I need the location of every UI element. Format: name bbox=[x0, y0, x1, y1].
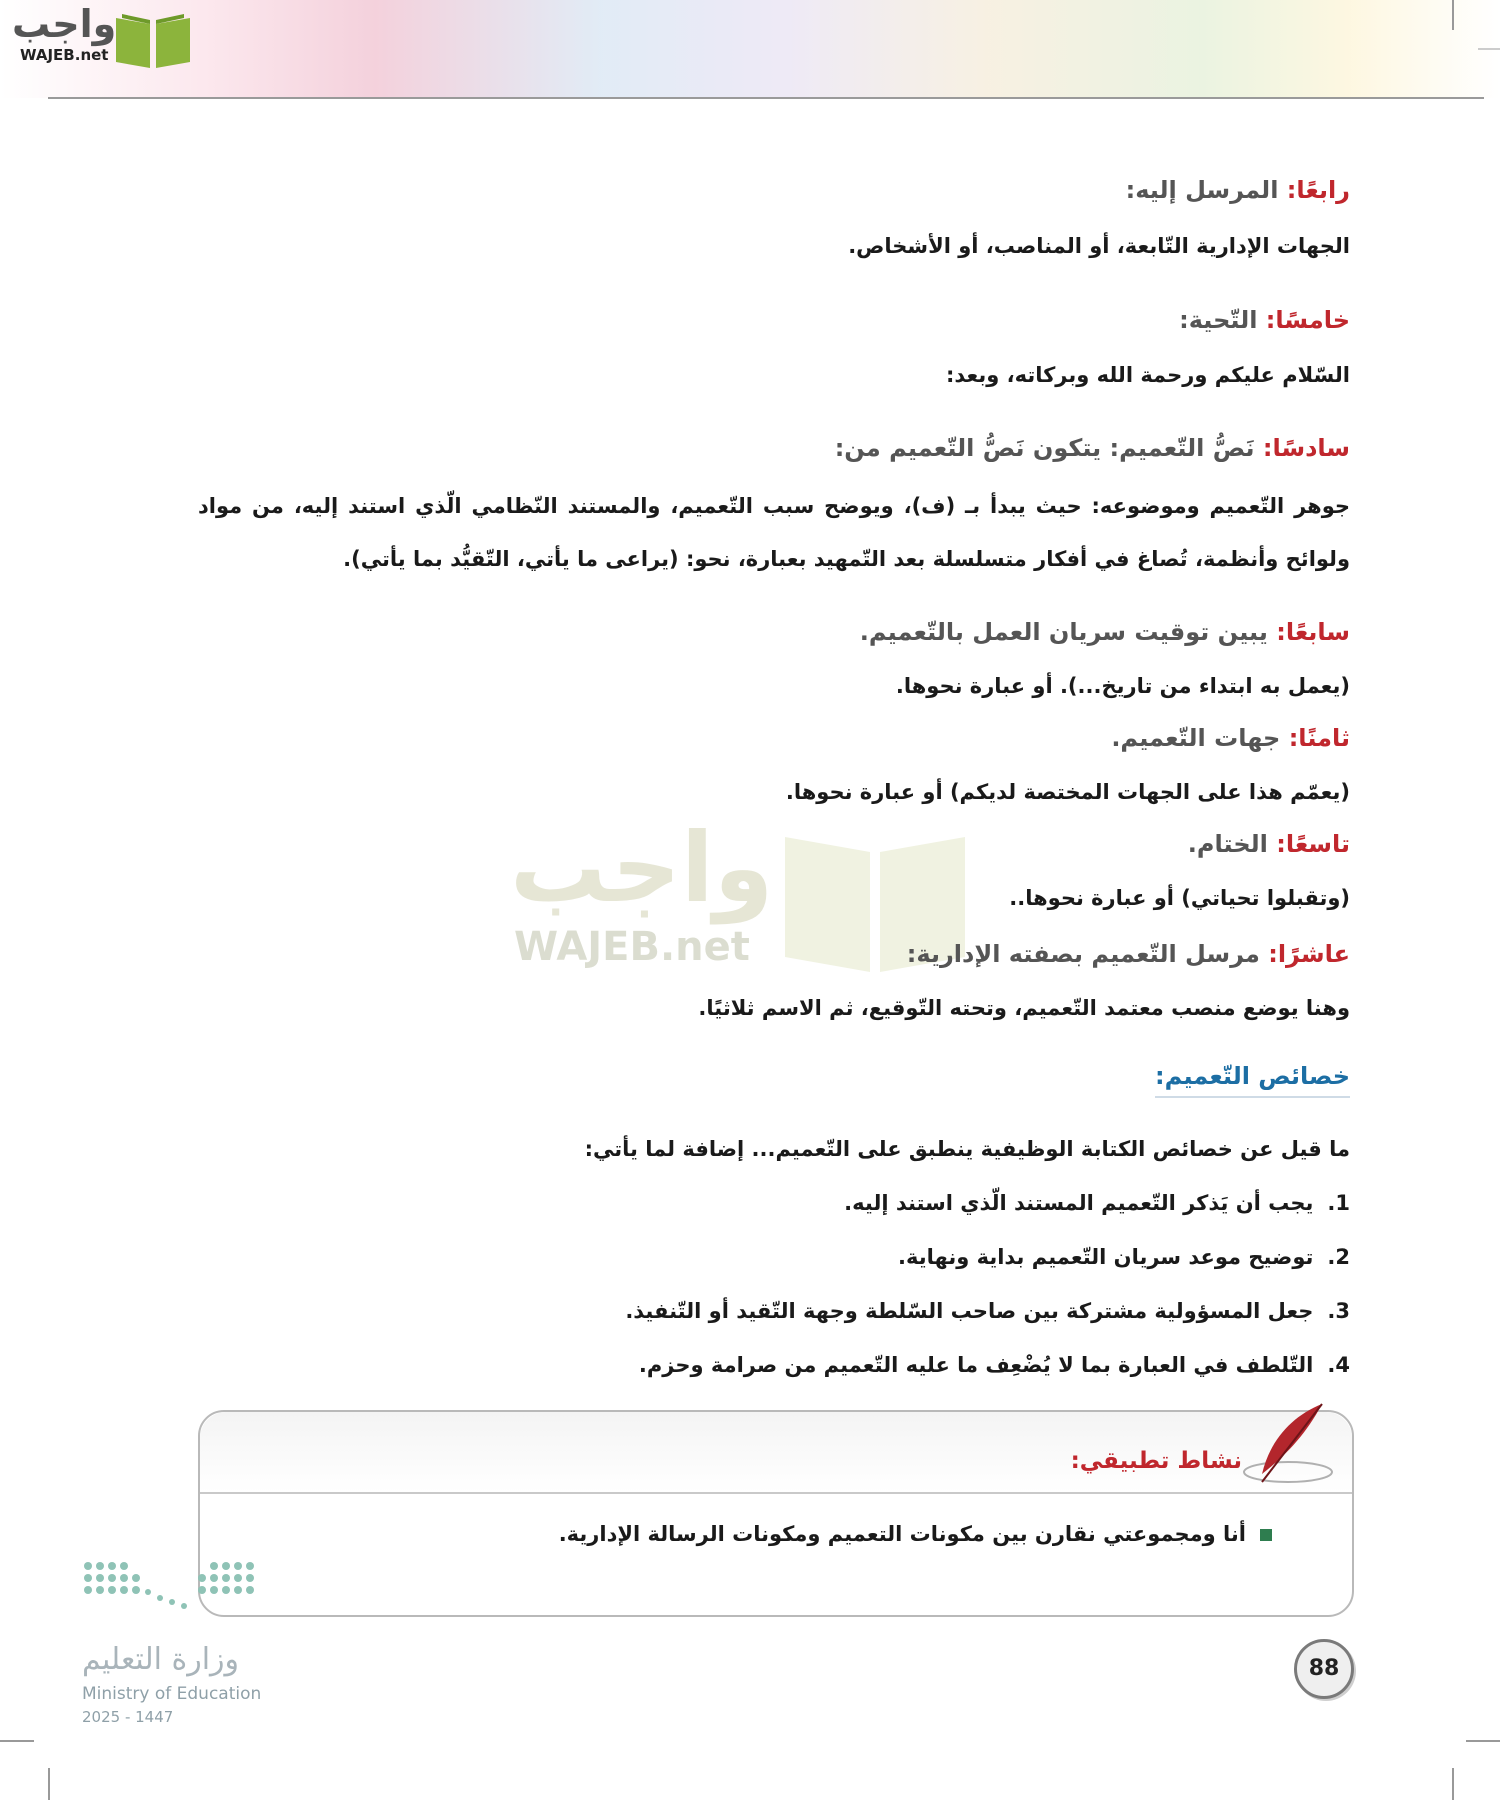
section-heading-text: مرسل التّعميم بصفته الإدارية: bbox=[906, 940, 1260, 968]
section-sixth-body-line-1: جوهر التّعميم وموضوعه: حيث يبدأ بـ (ف)، ويوضح سبب التّعميم، والمستند النّظامي الّذي استند إليه، من مواد bbox=[198, 494, 1350, 518]
list-item bbox=[625, 1299, 1350, 1323]
logo-arabic-text: واجب bbox=[12, 2, 117, 46]
section-eighth-heading bbox=[1111, 724, 1350, 752]
list-item-text: توضيح موعد سريان التّعميم بداية ونهاية. bbox=[897, 1245, 1314, 1269]
section-heading-text: يبين توقيت سريان العمل بالتّعميم. bbox=[859, 618, 1268, 646]
features-title: خصائص التّعميم: bbox=[1155, 1062, 1350, 1098]
section-fifth-heading bbox=[1179, 306, 1350, 334]
activity-box bbox=[198, 1410, 1354, 1617]
section-heading-text: جهات التّعميم. bbox=[1111, 724, 1281, 752]
ministry-dots-icon bbox=[82, 1560, 272, 1630]
wajeb-logo[interactable] bbox=[8, 2, 198, 68]
section-label: سادسًا: bbox=[1262, 434, 1350, 462]
section-heading-text: المرسل إليه: bbox=[1125, 176, 1279, 204]
section-sixth-heading bbox=[835, 434, 1350, 462]
section-eighth-body: (يعمّم هذا على الجهات المختصة لديكم) أو عبارة نحوها. bbox=[785, 780, 1350, 804]
crop-mark bbox=[0, 1740, 34, 1742]
activity-text-content: أنا ومجموعتي نقارن بين مكونات التعميم ومكونات الرسالة الإدارية. bbox=[558, 1522, 1246, 1546]
ministry-name-english: Ministry of Education bbox=[82, 1684, 262, 1704]
section-seventh-heading bbox=[860, 618, 1350, 646]
book-icon bbox=[112, 10, 194, 70]
section-label: سابعًا: bbox=[1276, 618, 1350, 646]
section-label: خامسًا: bbox=[1265, 306, 1350, 334]
header-divider bbox=[48, 97, 1484, 99]
crop-mark bbox=[1478, 48, 1500, 50]
section-heading-text: الختام. bbox=[1187, 830, 1268, 858]
list-item-number: 4. bbox=[1327, 1353, 1350, 1377]
section-seventh-body: (يعمل به ابتداء من تاريخ...). أو عبارة نحوها. bbox=[895, 674, 1350, 698]
section-label: تاسعًا: bbox=[1276, 830, 1350, 858]
watermark-arabic: واجب bbox=[510, 812, 774, 924]
section-label: عاشرًا: bbox=[1268, 940, 1350, 968]
list-item-number: 1. bbox=[1327, 1191, 1350, 1215]
section-label: رابعًا: bbox=[1286, 176, 1350, 204]
section-tenth-heading bbox=[907, 940, 1350, 968]
crop-mark bbox=[1466, 1740, 1500, 1742]
watermark-english: WAJEB.net bbox=[514, 924, 750, 970]
features-intro: ما قيل عن خصائص الكتابة الوظيفية ينطبق على التّعميم... إضافة لما يأتي: bbox=[584, 1137, 1350, 1161]
section-ninth-body: (وتقبلوا تحياتي) أو عبارة نحوها.. bbox=[1009, 886, 1350, 910]
crop-mark bbox=[1452, 0, 1454, 30]
list-item bbox=[844, 1191, 1350, 1215]
list-item-number: 3. bbox=[1327, 1299, 1350, 1323]
page-number: 88 bbox=[1294, 1639, 1354, 1699]
list-item-text: التّلطف في العبارة بما لا يُضْعِف ما عليه التّعميم من صرامة وحزم. bbox=[638, 1353, 1314, 1377]
logo-english-text: WAJEB.net bbox=[20, 46, 109, 64]
section-sixth-body-line-2: ولوائح وأنظمة، تُصاغ في أفكار متسلسلة بعد التّمهيد بعبارة، نحو: (يراعى ما يأتي، التّقيُّد بما يأتي). bbox=[343, 547, 1350, 571]
section-fifth-body: السّلام عليكم ورحمة الله وبركاته، وبعد: bbox=[945, 363, 1350, 387]
activity-title: نشاط تطبيقي: bbox=[1070, 1448, 1242, 1474]
list-item-text: يجب أن يَذكر التّعميم المستند الّذي استند إليه. bbox=[844, 1191, 1314, 1215]
activity-text bbox=[559, 1522, 1272, 1546]
ministry-logo bbox=[82, 1560, 282, 1730]
section-label: ثامنًا: bbox=[1288, 724, 1350, 752]
section-fourth-body: الجهات الإدارية التّابعة، أو المناصب، أو الأشخاص. bbox=[848, 234, 1350, 258]
list-item bbox=[639, 1353, 1350, 1377]
crop-mark bbox=[1452, 1768, 1454, 1800]
bullet-square-icon bbox=[1260, 1529, 1272, 1541]
section-ninth-heading bbox=[1188, 830, 1350, 858]
list-item-text: جعل المسؤولية مشتركة بين صاحب السّلطة وجهة التّقيد أو التّنفيذ. bbox=[625, 1299, 1314, 1323]
section-heading-text: نَصُّ التّعميم: يتكون نَصُّ التّعميم من: bbox=[834, 434, 1255, 462]
quill-pen-icon bbox=[1242, 1402, 1338, 1492]
list-item-number: 2. bbox=[1327, 1245, 1350, 1269]
section-heading-text: التّحية: bbox=[1179, 306, 1258, 334]
section-tenth-body: وهنا يوضع منصب معتمد التّعميم، وتحته التّوقيع، ثم الاسم ثلاثيًا. bbox=[698, 996, 1350, 1020]
header-banner bbox=[0, 0, 1500, 98]
list-item bbox=[898, 1245, 1350, 1269]
ministry-name-arabic: وزارة التعليم bbox=[82, 1642, 240, 1677]
crop-mark bbox=[48, 1768, 50, 1800]
section-fourth-heading bbox=[1126, 176, 1350, 204]
ministry-year: 2025 - 1447 bbox=[82, 1708, 174, 1726]
